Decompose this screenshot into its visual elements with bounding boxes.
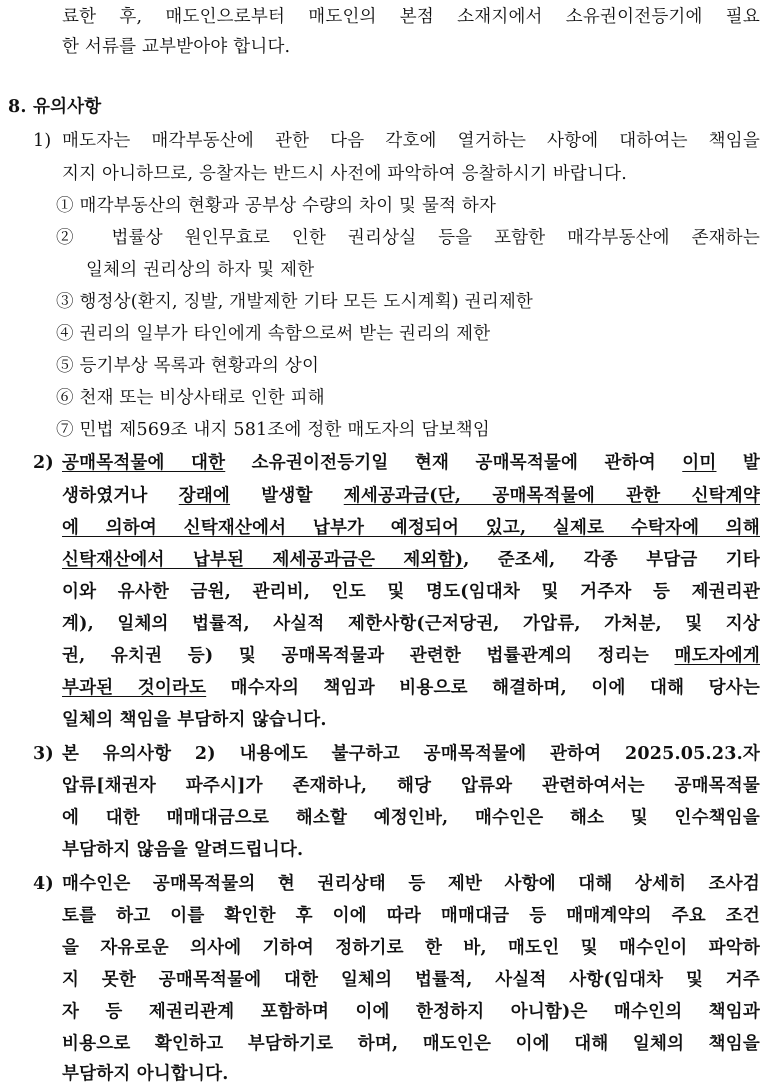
item4-number: 4): [33, 874, 54, 894]
item4-line-2: 토를 하고 이를 확인한 후 이에 따라 매매대금 등 매매계약의 주요 조건: [62, 906, 760, 926]
item2-text-2a: 생하였거나: [62, 486, 179, 506]
item2-line-5: 이와 유사한 금원, 관리비, 인도 및 명도(임대차 및 거주자 등 제권리관: [62, 582, 760, 602]
item1-sub-1: ① 매각부동산의 현황과 공부상 수량의 차이 및 물적 하자: [56, 196, 497, 216]
item2-line-8: [62, 680, 760, 698]
item1-sub-5: ⑤ 등기부상 목록과 현황과의 상이: [56, 356, 320, 376]
intro-line-1: 료한 후, 매도인으로부터 매도인의 본점 소재지에서 소유권이전등기에 필요: [62, 7, 760, 27]
item1-sub-6: ⑥ 천재 또는 비상사태로 인한 피해: [56, 388, 325, 408]
item2-text-b: 소유권이전등기일 현재 공매목적물에 관하여: [225, 453, 683, 473]
item1-sub-4: ④ 권리의 일부가 타인에게 속함으로써 받는 권리의 제한: [56, 324, 491, 344]
item1-sub-7: ⑦ 민법 제569조 내지 581조에 정한 매도자의 담보책임: [56, 420, 490, 440]
item1-line-2: 지지 아니하므로, 응찰자는 반드시 사전에 파악하여 응찰하시기 바랍니다.: [62, 164, 628, 184]
item2-line-9: 일체의 책임을 부담하지 않습니다.: [62, 710, 327, 730]
item2-text-4b: , 준조세, 각종 부담금 기타: [463, 550, 761, 570]
item1-sub-2-cont: 일체의 권리상의 하자 및 제한: [86, 260, 315, 280]
item2-underline-a: 공매목적물에 대한: [62, 453, 226, 473]
item1-sub-2: ② 법률상 원인무효로 인한 권리상실 등을 포함한 매각부동산에 존재하는: [56, 228, 760, 248]
item2-underline-2b: 장래에: [178, 486, 231, 506]
item2-text-8b: 매수자의 책임과 비용으로 해결하며, 이에 대해 당사는: [206, 678, 760, 698]
item2-underline-4a: 신탁재산에서 납부된 제세공과금은 제외함): [62, 550, 464, 570]
item3-line-2: 압류[채권자 파주시]가 존재하나, 해당 압류와 관련하여서는 공매목적물: [62, 776, 760, 796]
item3-line-1: 본 유의사항 2) 내용에도 불구하고 공매목적물에 관하여 2025.05.23.자: [62, 744, 760, 764]
intro-line-2: 한 서류를 교부받아야 합니다.: [62, 37, 291, 57]
item1-line-1: 매도자는 매각부동산에 관한 다음 각호에 열거하는 사항에 대하여는 책임을: [62, 131, 760, 151]
item2-text-2c: 발생할: [230, 486, 344, 506]
item2-line-4: [62, 552, 760, 570]
item4-line-5: 자 등 제권리관계 포함하며 이에 한정하지 아니함)은 매수인의 책임과: [62, 1002, 760, 1022]
item2-line-2: [62, 488, 760, 506]
item3-line-3: 에 대한 매매대금으로 해소할 예정인바, 매수인은 해소 및 인수책임을: [62, 808, 760, 828]
item1-number: 1): [33, 131, 52, 151]
item2-underline-2d: 제세공과금(단, 공매목적물에 관한 신탁계약: [343, 486, 760, 506]
item4-line-7: 부담하지 아니합니다.: [62, 1064, 229, 1084]
item2-underline-c: 이미: [682, 453, 717, 473]
item2-underline-8a: 부과된 것이라도: [62, 678, 207, 698]
item4-line-3: 을 자유로운 의사에 기하여 정하기로 한 바, 매도인 및 매수인이 파악하: [62, 938, 760, 958]
item3-number: 3): [33, 744, 54, 764]
item4-line-1: 매수인은 공매목적물의 현 권리상태 등 제반 사항에 대해 상세히 조사검: [62, 874, 760, 894]
item2-line-7: [62, 648, 760, 666]
item3-line-4: 부담하지 않음을 알려드립니다.: [62, 840, 304, 860]
item1-sub-3: ③ 행정상(환지, 징발, 개발제한 기타 모든 도시계획) 권리제한: [56, 292, 534, 312]
item4-line-4: 지 못한 공매목적물에 대한 일체의 법률적, 사실적 사항(임대차 및 거주: [62, 970, 760, 990]
item2-text-d: 발: [716, 453, 760, 473]
item2-line-6: 계), 일체의 법률적, 사실적 제한사항(근저당권, 가압류, 가처분, 및 지상: [62, 614, 760, 634]
item2-text-7a: 권, 유치권 등) 및 공매목적물과 관련한 법률관계의 정리는: [62, 646, 675, 666]
item4-line-6: 비용으로 확인하고 부담하기로 하며, 매도인은 이에 대해 일체의 책임을: [62, 1034, 760, 1054]
item2-underline-7b: 매도자에게: [674, 646, 760, 666]
item2-line-3: 에 의하여 신탁재산에서 납부가 예정되어 있고, 실제로 수탁자에 의해: [62, 518, 760, 538]
item2-number: 2): [33, 453, 54, 473]
section-heading: 8. 유의사항: [8, 97, 102, 117]
item2-line-1: [62, 455, 760, 473]
